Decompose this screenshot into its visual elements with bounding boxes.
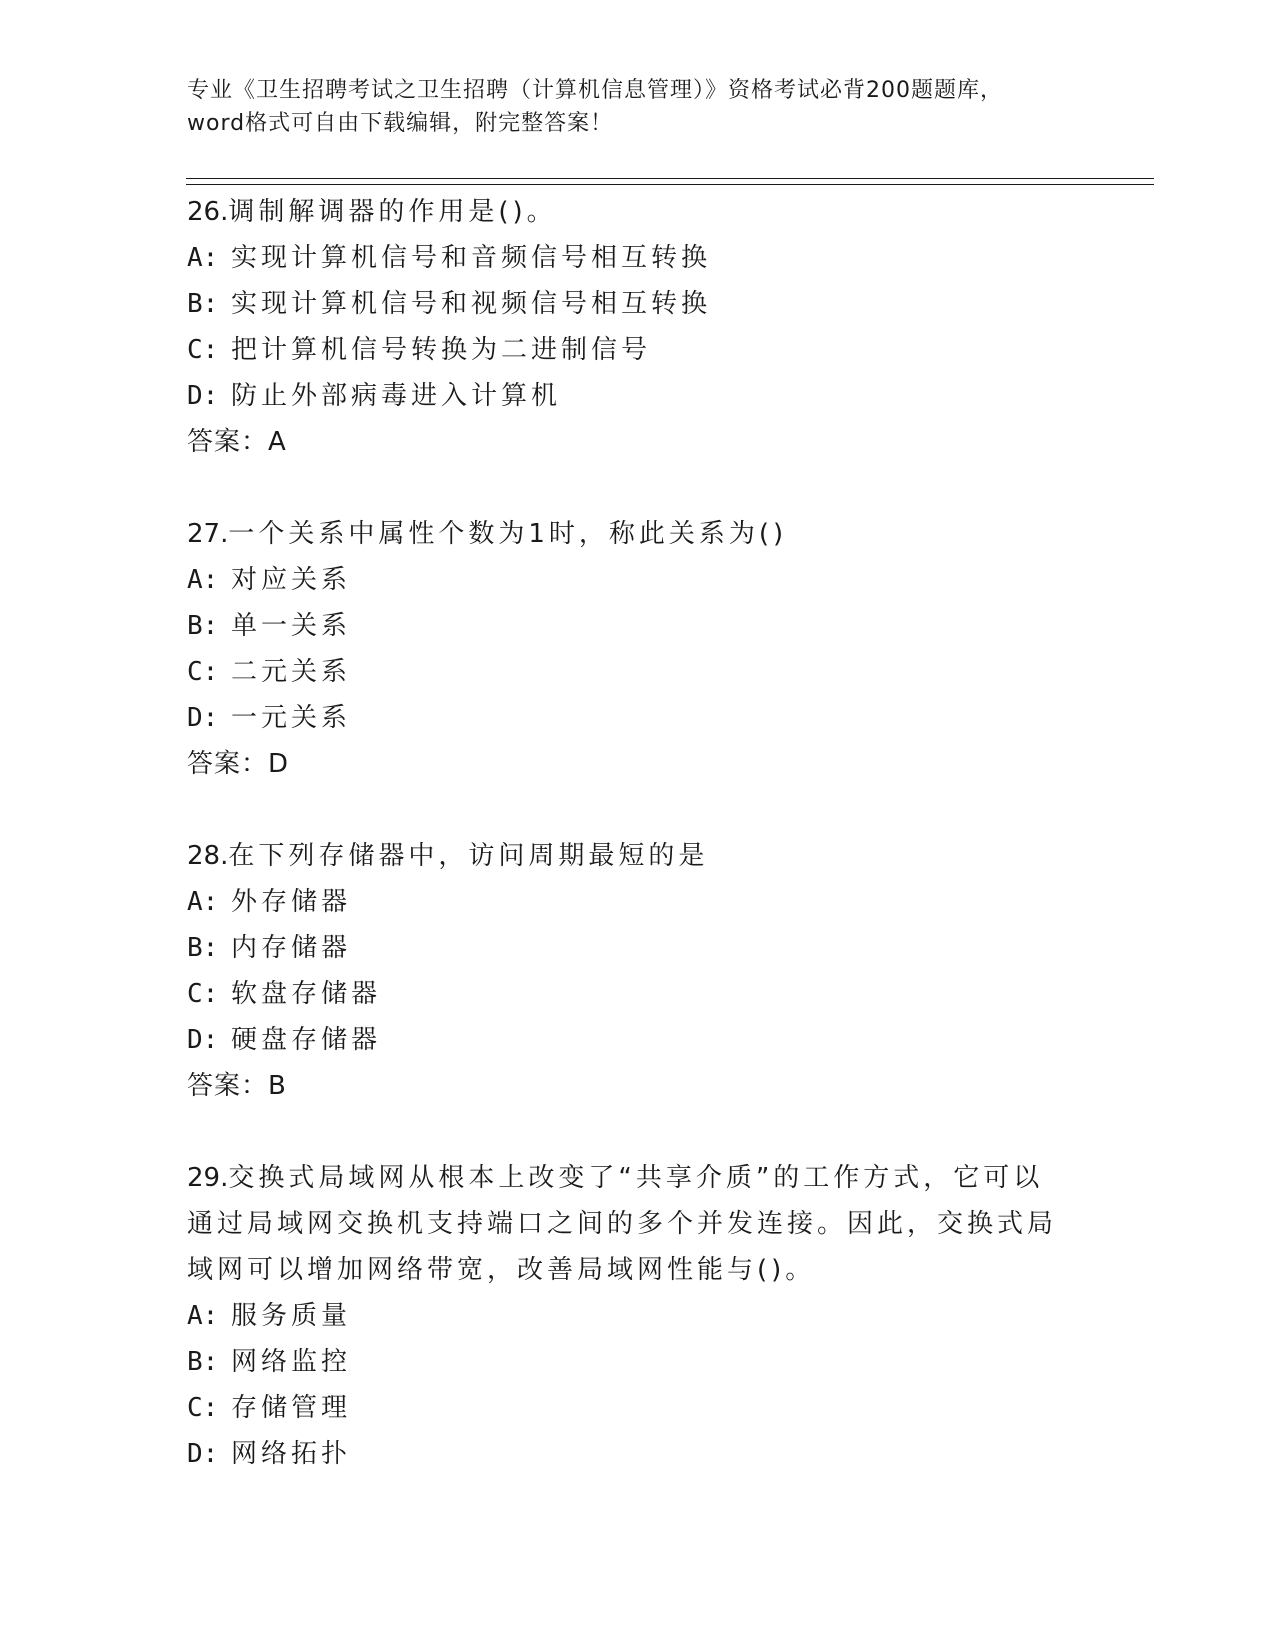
option-key: A: [187, 243, 219, 273]
option-key: B: [187, 1347, 219, 1377]
question-26 [187, 189, 1087, 465]
option-text: 存储管理 [231, 1393, 352, 1423]
option-text: 实现计算机信号和视频信号相互转换 [231, 289, 712, 319]
question-stem [187, 189, 1067, 235]
question-list [187, 189, 1087, 1523]
option-a [187, 235, 1087, 281]
option-key: D: [187, 1025, 219, 1055]
answer-line: 答案：D [187, 749, 290, 779]
document-header [187, 74, 1087, 140]
option-d [187, 1017, 1087, 1063]
option-text: 网络监控 [231, 1347, 352, 1377]
option-a [187, 557, 1087, 603]
option-key: C: [187, 335, 219, 365]
question-text: 交换式局域网从根本上改变了“共享介质”的工作方式，它可以通过局域网交换机支持端口之间的多个并发连接。因此，交换式局域网可以增加网络带宽，改善局域网性能与()。 [187, 1163, 1058, 1285]
option-b [187, 281, 1087, 327]
question-28 [187, 833, 1087, 1109]
question-27 [187, 511, 1087, 787]
option-text: 软盘存储器 [231, 979, 382, 1009]
option-b [187, 603, 1087, 649]
option-text: 内存储器 [231, 933, 352, 963]
option-text: 把计算机信号转换为二进制信号 [231, 335, 652, 365]
option-c [187, 327, 1087, 373]
question-text: 一个关系中属性个数为1时，称此关系为() [228, 519, 788, 549]
header-divider-top [186, 178, 1154, 179]
question-stem [187, 833, 1067, 879]
option-text: 网络拓扑 [231, 1439, 352, 1469]
option-c [187, 1385, 1087, 1431]
question-29 [187, 1155, 1087, 1477]
option-key: B: [187, 611, 219, 641]
question-stem [187, 1155, 1067, 1293]
question-number: 27. [187, 519, 229, 549]
answer-line: 答案：A [187, 427, 287, 457]
option-key: C: [187, 979, 219, 1009]
option-key: A: [187, 1301, 219, 1331]
option-a [187, 1293, 1087, 1339]
option-text: 防止外部病毒进入计算机 [231, 381, 562, 411]
question-number: 29. [187, 1163, 229, 1193]
option-text: 硬盘存储器 [231, 1025, 382, 1055]
option-key: C: [187, 657, 219, 687]
option-key: D: [187, 381, 219, 411]
option-c [187, 971, 1087, 1017]
option-d [187, 373, 1087, 419]
option-key: D: [187, 703, 219, 733]
question-number: 26. [187, 197, 229, 227]
option-d [187, 695, 1087, 741]
option-key: B: [187, 289, 219, 319]
option-text: 单一关系 [231, 611, 352, 641]
option-text: 对应关系 [231, 565, 352, 595]
option-text: 服务质量 [231, 1301, 352, 1331]
header-line-1: 专业《卫生招聘考试之卫生招聘（计算机信息管理）》资格考试必背200题题库， [187, 78, 1003, 103]
option-key: A: [187, 565, 219, 595]
question-text: 在下列存储器中，访问周期最短的是 [228, 841, 709, 871]
option-text: 一元关系 [231, 703, 352, 733]
question-text: 调制解调器的作用是()。 [228, 197, 557, 227]
header-divider-bottom [186, 184, 1154, 185]
option-key: A: [187, 887, 219, 917]
option-c [187, 649, 1087, 695]
option-a [187, 879, 1087, 925]
option-text: 实现计算机信号和音频信号相互转换 [231, 243, 712, 273]
option-text: 外存储器 [231, 887, 352, 917]
answer-line: 答案：B [187, 1071, 287, 1101]
option-text: 二元关系 [231, 657, 352, 687]
option-key: C: [187, 1393, 219, 1423]
option-key: D: [187, 1439, 219, 1469]
option-b [187, 1339, 1087, 1385]
option-key: B: [187, 933, 219, 963]
question-stem [187, 511, 1067, 557]
option-d [187, 1431, 1087, 1477]
question-number: 28. [187, 841, 229, 871]
option-b [187, 925, 1087, 971]
header-line-2: word格式可自由下载编辑，附完整答案！ [187, 111, 614, 136]
